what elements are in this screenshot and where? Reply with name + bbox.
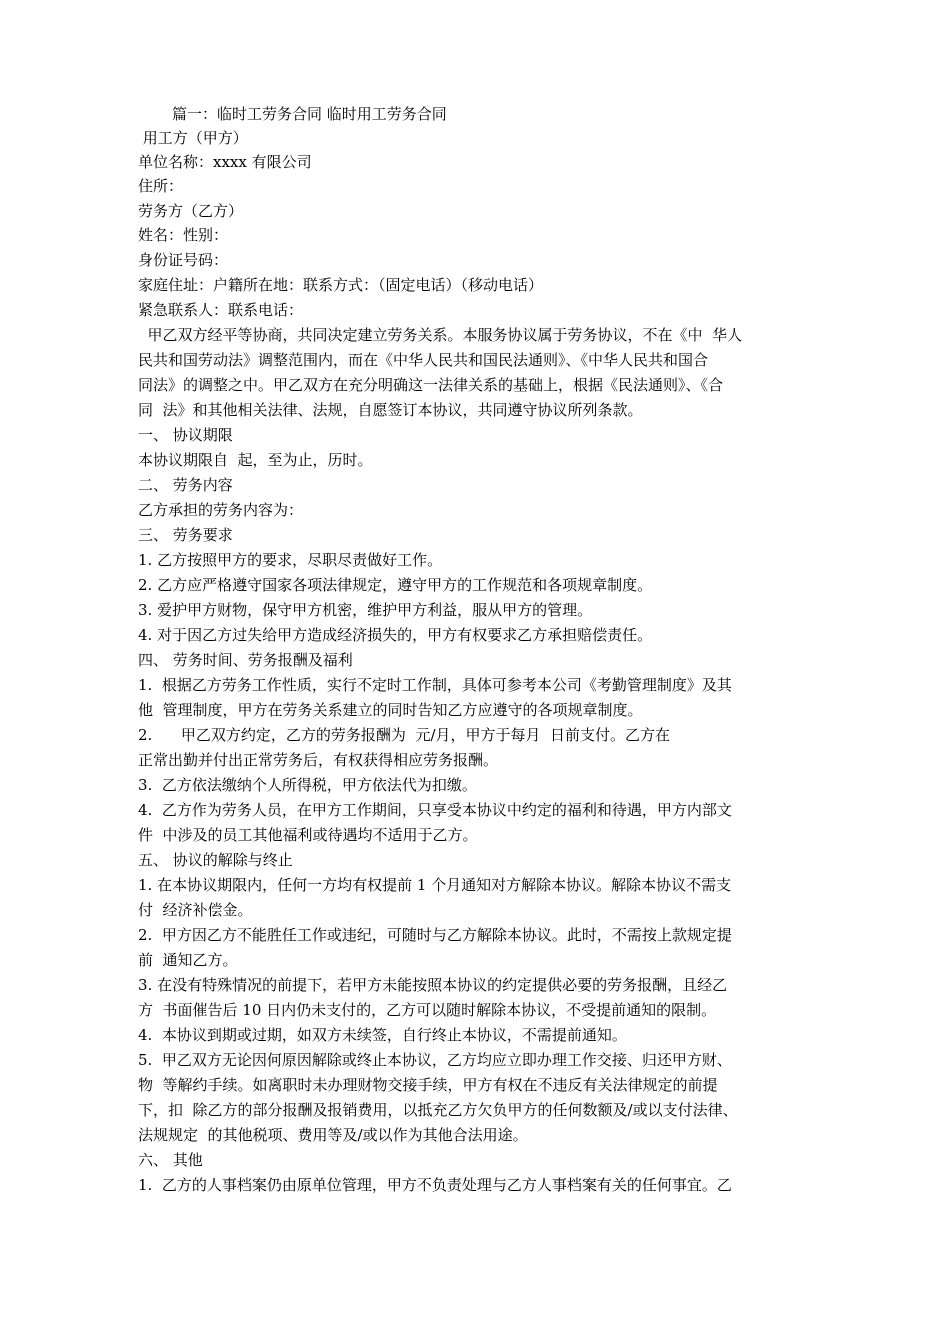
document-line: 3. 在没有特殊情况的前提下，若甲方未能按照本协议的约定提供必要的劳务报酬，且经乙 [138, 976, 728, 994]
document-line: 二、 劳务内容 [138, 476, 233, 494]
document-line: 同 法》和其他相关法律、法规，自愿签订本协议，共同遵守协议所列条款。 [138, 401, 643, 419]
document-line: 紧急联系人：联系电话： [138, 301, 304, 319]
document-line: 2. 乙方应严格遵守国家各项法律规定，遵守甲方的工作规范和各项规章制度。 [138, 576, 653, 594]
document-line: 4. 本协议到期或过期，如双方未续签，自行终止本协议，不需提前通知。 [138, 1026, 627, 1044]
document-line: 3. 爱护甲方财物，保守甲方机密，维护甲方利益，服从甲方的管理。 [138, 601, 593, 619]
document-line: 前 通知乙方。 [138, 951, 238, 969]
document-line: 物 等解约手续。如离职时未办理财物交接手续，甲方有权在不违反有关法律规定的前提 [138, 1076, 718, 1094]
document-line: 民共和国劳动法》调整范围内，而在《中华人民共和国民法通则》、《中华人民共和国合 [138, 351, 709, 369]
document-line: 身份证号码： [138, 251, 229, 269]
document-line: 1. 乙方的人事档案仍由原单位管理，甲方不负责处理与乙方人事档案有关的任何事宜。乙 [138, 1176, 732, 1194]
document-line: 六、 其他 [138, 1151, 203, 1169]
document-line: 4. 乙方作为劳务人员，在甲方工作期间，只享受本协议中约定的福利和待遇，甲方内部文 [138, 801, 732, 819]
document-line: 五、 协议的解除与终止 [138, 851, 293, 869]
document-line: 同法》的调整之中。甲乙双方在充分明确这一法律关系的基础上，根据《民法通则》、《合 [138, 376, 724, 394]
document-line: 2. 甲乙双方约定，乙方的劳务报酬为 元/月，甲方于每月 日前支付。乙方在 [138, 726, 671, 744]
document-line: 劳务方（乙方） [138, 202, 244, 220]
document-line: 3. 乙方依法缴纳个人所得税，甲方依法代为扣缴。 [138, 776, 477, 794]
document-line: 甲乙双方经平等协商，共同决定建立劳务关系。本服务协议属于劳务协议，不在《中 华人 [138, 326, 743, 344]
document-line: 姓名：性别： [138, 226, 229, 244]
document-line: 四、 劳务时间、劳务报酬及福利 [138, 651, 353, 669]
document-line: 家庭住址：户籍所在地：联系方式：（固定电话）（移动电话） [138, 276, 544, 294]
document-line: 单位名称：xxxx 有限公司 [138, 153, 312, 171]
document-line: 下，扣 除乙方的部分报酬及报销费用，以抵充乙方欠负甲方的任何数额及/或以支付法律、 [138, 1101, 738, 1119]
document-line: 他 管理制度，甲方在劳务关系建立的同时告知乙方应遵守的各项规章制度。 [138, 701, 643, 719]
document-line: 1. 在本协议期限内，任何一方均有权提前 1 个月通知对方解除本协议。解除本协议不需支 [138, 876, 732, 894]
document-line: 乙方承担的劳务内容为： [138, 501, 304, 519]
document-title: 篇一：临时工劳务合同 临时用工劳务合同 [172, 105, 447, 123]
document-line: 法规规定 的其他税项、费用等及/或以作为其他合法用途。 [138, 1126, 528, 1144]
document-line: 件 中涉及的员工其他福利或待遇均不适用于乙方。 [138, 826, 478, 844]
document-line: 本协议期限自 起，至为止，历时。 [138, 451, 373, 469]
document-line: 2. 甲方因乙方不能胜任工作或违纪，可随时与乙方解除本协议。此时，不需按上款规定提 [138, 926, 732, 944]
document-line: 一、 协议期限 [138, 426, 233, 444]
document-line: 5. 甲乙双方无论因何原因解除或终止本协议，乙方均应立即办理工作交接、归还甲方财、 [138, 1051, 732, 1069]
document-line: 方 书面催告后 10 日内仍未支付的，乙方可以随时解除本协议，不受提前通知的限制。 [138, 1001, 717, 1019]
document-line: 1. 乙方按照甲方的要求，尽职尽责做好工作。 [138, 551, 443, 569]
document-line: 三、 劳务要求 [138, 526, 233, 544]
document-line: 用工方（甲方） [138, 129, 248, 147]
document-line: 正常出勤并付出正常劳务后，有权获得相应劳务报酬。 [138, 751, 499, 769]
document-line: 付 经济补偿金。 [138, 901, 253, 919]
document-line: 住所： [138, 177, 184, 195]
document-line: 1. 根据乙方劳务工作性质，实行不定时工作制，具体可参考本公司《考勤管理制度》及其 [138, 676, 732, 694]
document-line: 4. 对于因乙方过失给甲方造成经济损失的，甲方有权要求乙方承担赔偿责任。 [138, 626, 653, 644]
